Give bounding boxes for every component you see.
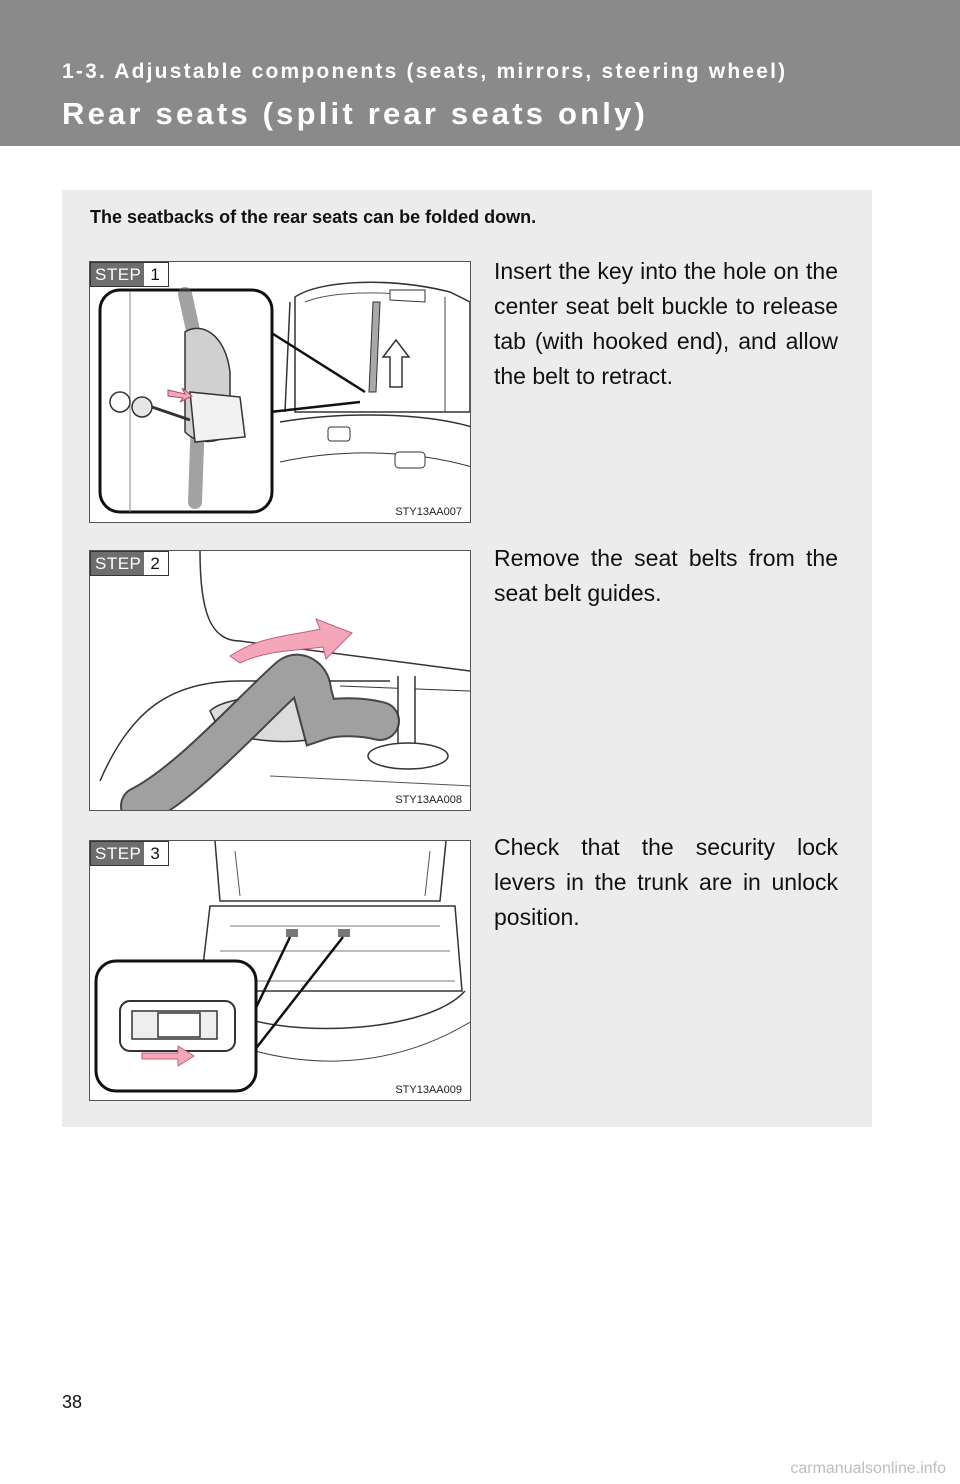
illustration-code: STY13AA007 [395, 506, 462, 518]
step-label: STEP [91, 552, 144, 575]
step-label: STEP [91, 263, 144, 286]
step-3-text: Check that the security lock levers in the trunk are in unlock position. [494, 834, 838, 930]
intro-text: The seatbacks of the rear seats can be folded down. [90, 207, 537, 227]
illustration-code: STY13AA008 [395, 794, 462, 806]
step-1-illustration [89, 261, 471, 523]
illustration-code: STY13AA009 [395, 1084, 462, 1096]
rear-seat-belt-key-illustration [90, 262, 471, 523]
page-number: 38 [62, 1392, 83, 1412]
step-number: 2 [150, 554, 160, 573]
watermark: carmanualsonline.info [790, 1460, 946, 1477]
step-label: STEP [91, 842, 144, 865]
trunk-security-lock-illustration [90, 841, 471, 1101]
step-2-badge [90, 551, 169, 576]
step-number: 1 [150, 265, 160, 284]
step-1-badge [90, 262, 169, 287]
step-3-illustration [89, 840, 471, 1101]
step-1-text: Insert the key into the hole on the center seat belt buckle to release tab (with hooked end), and allow the belt to retract. [494, 258, 838, 389]
page-header [0, 0, 960, 146]
step-number: 3 [150, 844, 160, 863]
step-2-illustration [89, 550, 471, 811]
section-heading: 1-3. Adjustable components (seats, mirrors, steering wheel) [62, 60, 788, 83]
step-2-text: Remove the seat belts from the seat belt guides. [494, 545, 838, 606]
page-title: Rear seats (split rear seats only) [62, 96, 649, 131]
seat-belt-guide-illustration [90, 551, 471, 811]
step-3-badge [90, 841, 169, 866]
